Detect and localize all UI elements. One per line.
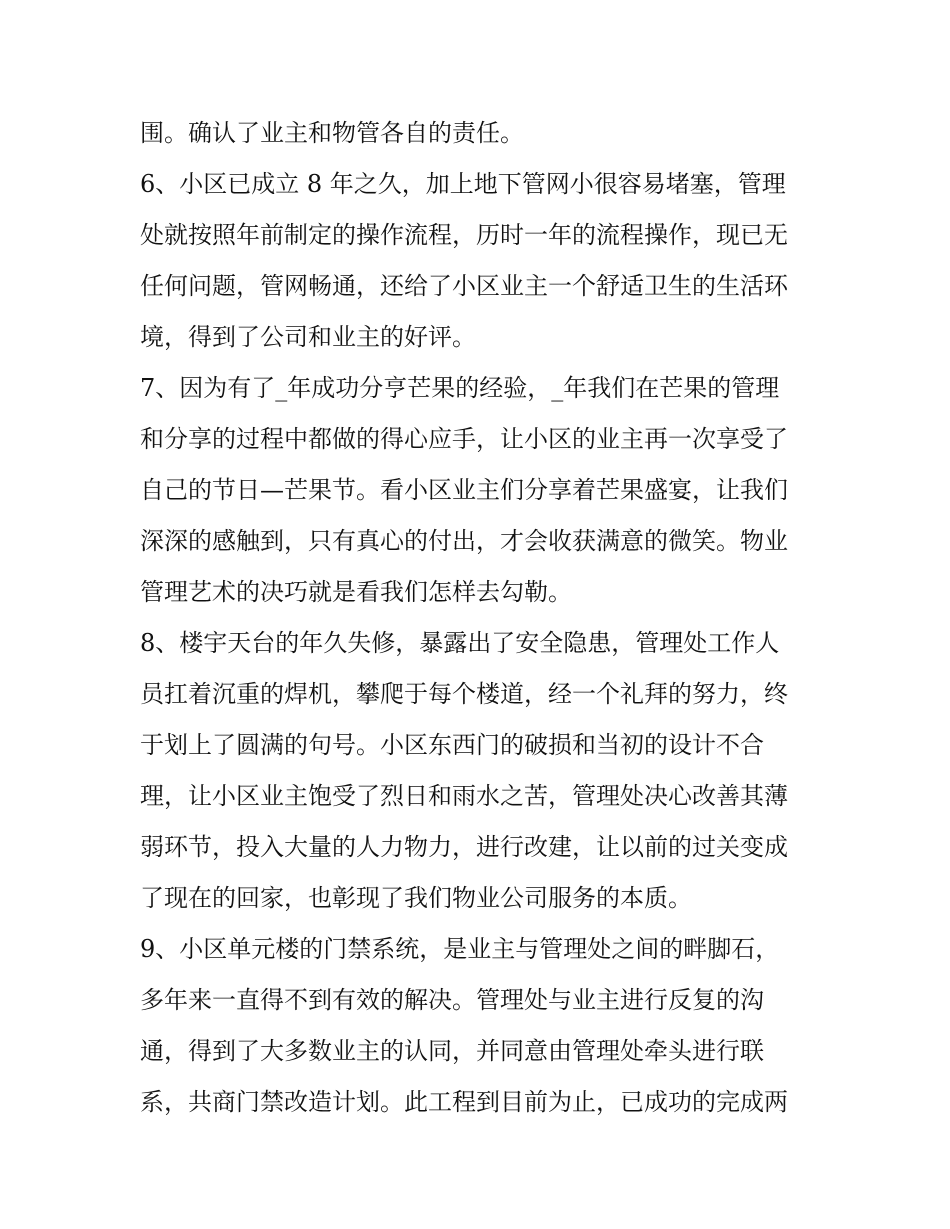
body-text [140, 108, 820, 1128]
text-line: 理，让小区业主饱受了烈日和雨水之苦，管理处决心改善其薄 [140, 782, 788, 810]
text-line: 8、楼宇天台的年久失修，暴露出了安全隐患，管理处工作人 [140, 629, 780, 657]
text-line: 任何问题，管网畅通，还给了小区业主一个舒适卫生的生活环 [140, 272, 788, 300]
text-line: 弱环节，投入大量的人力物力，进行改建，让以前的过关变成 [140, 833, 788, 861]
text-line: 管理艺术的决巧就是看我们怎样去勾勒。 [140, 578, 572, 606]
text-line: 6、小区已成立 8 年之久，加上地下管网小很容易堵塞，管理 [140, 170, 786, 198]
text-line: 系，共商门禁改造计划。此工程到目前为止，已成功的完成两 [140, 1088, 788, 1116]
text-line: 通，得到了大多数业主的认同，并同意由管理处牵头进行联 [140, 1037, 764, 1065]
text-line: 深深的感触到，只有真心的付出，才会收获满意的微笑。物业 [140, 527, 788, 555]
text-line: 境，得到了公司和业主的好评。 [140, 323, 476, 351]
text-line: 7、因为有了_年成功分亨芒果的经验，_年我们在芒果的管理 [140, 374, 780, 402]
text-line: 9、小区单元楼的门禁系统，是业主与管理处之间的畔脚石， [140, 935, 780, 963]
text-line: 处就按照年前制定的操作流程，历时一年的流程操作，现已无 [140, 221, 788, 249]
text-line: 自己的节日—芒果节。看小区业主们分享着芒果盛宴，让我们 [140, 476, 788, 504]
text-line: 于划上了圆满的句号。小区东西门的破损和当初的设计不合 [140, 731, 764, 759]
text-line: 多年来一直得不到有效的解决。管理处与业主进行反复的沟 [140, 986, 764, 1014]
text-line: 围。确认了业主和物管各自的责任。 [140, 119, 524, 147]
text-line: 了现在的回家，也彰现了我们物业公司服务的本质。 [140, 884, 692, 912]
text-line: 员扛着沉重的焊机，攀爬于每个楼道，经一个礼拜的努力，终 [140, 680, 788, 708]
text-line: 和分享的过程中都做的得心应手，让小区的业主再一次享受了 [140, 425, 788, 453]
